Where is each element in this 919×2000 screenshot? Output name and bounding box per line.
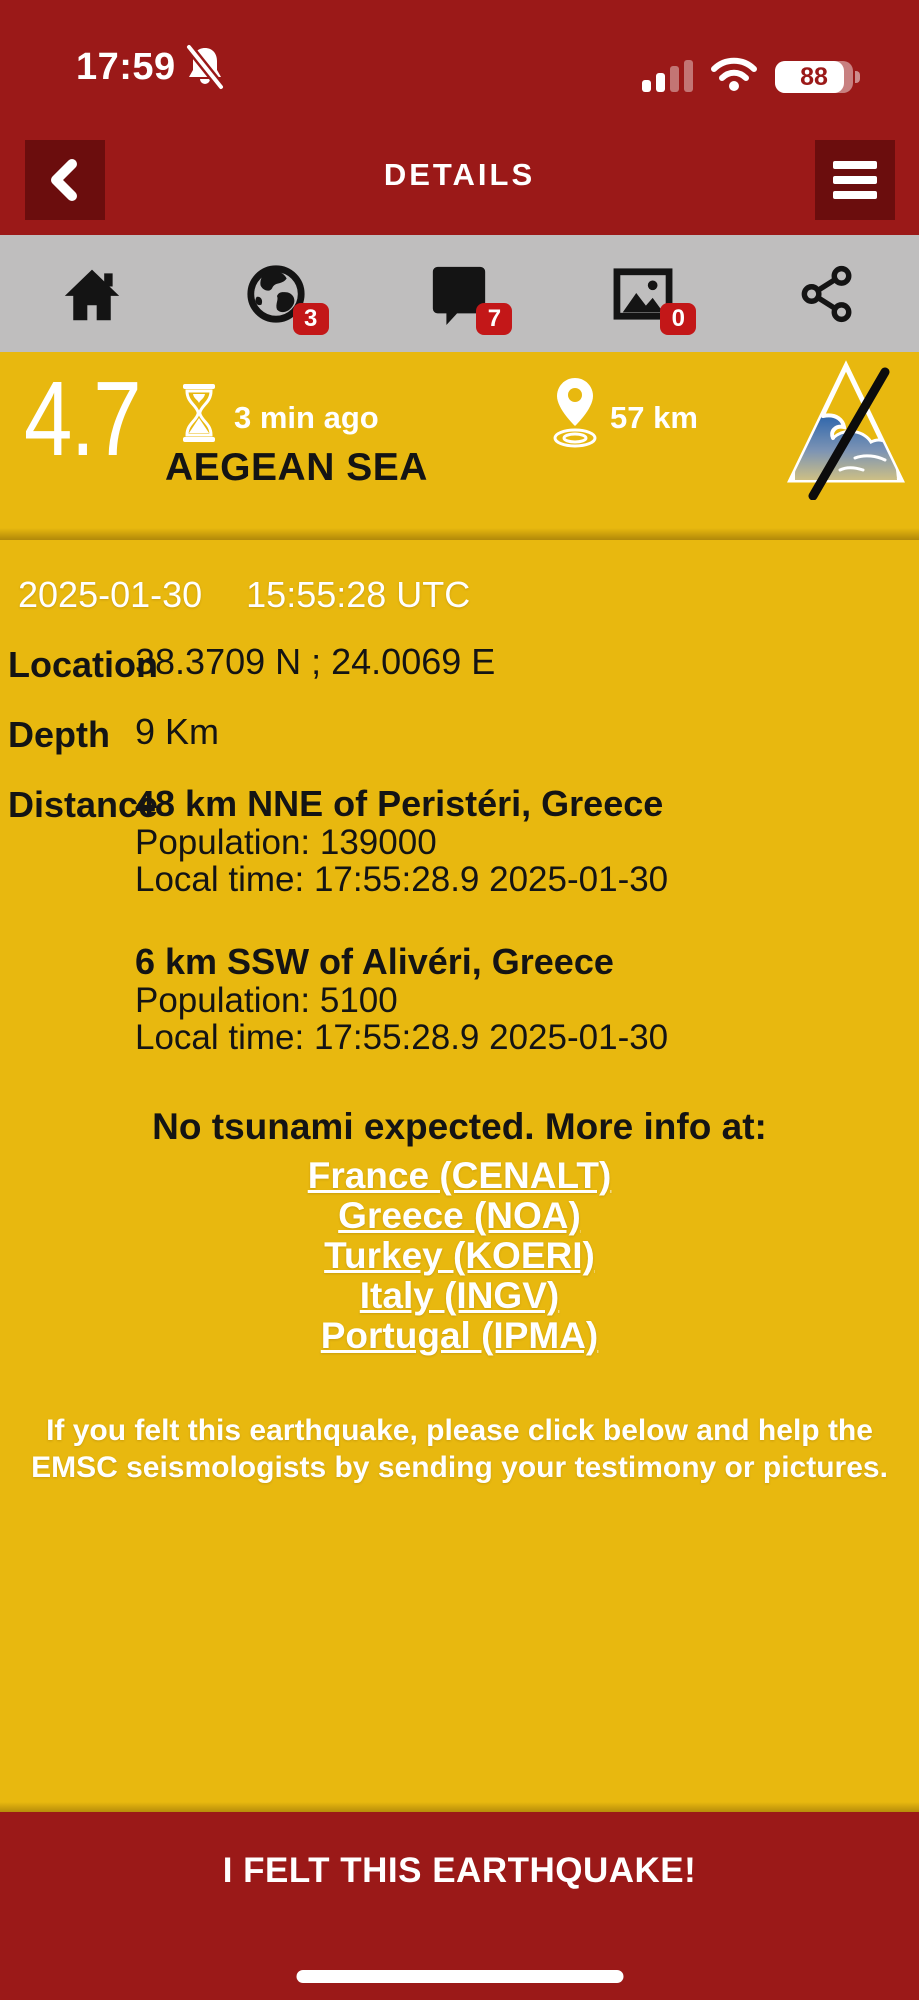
magnitude-value: 4.7 <box>24 360 140 478</box>
status-bar <box>0 0 919 95</box>
hourglass-icon <box>178 382 220 444</box>
place-local-time: Local time: 17:55:28.9 2025-01-30 <box>135 860 669 899</box>
toolbar <box>0 235 919 352</box>
felt-earthquake-button[interactable]: I FELT THIS EARTHQUAKE! <box>0 1850 919 1892</box>
tsunami-link-italy[interactable]: Italy (INGV) <box>359 1275 560 1316</box>
battery-percent: 88 <box>800 62 828 91</box>
toolbar-pictures-button[interactable] <box>551 235 735 352</box>
no-tsunami-icon <box>785 358 907 500</box>
nearest-place <box>135 942 668 1056</box>
distance-label: Distance <box>8 784 159 825</box>
clock: 17:59 <box>76 45 176 88</box>
depth-row <box>8 711 911 756</box>
place-local-time: Local time: 17:55:28.9 2025-01-30 <box>135 1018 669 1057</box>
testimony-prompt: If you felt this earthquake, please click below and help the EMSC seismologists by sending your testimony or pictures. <box>31 1414 888 1484</box>
depth-label: Depth <box>8 714 110 755</box>
time-ago: 3 min ago <box>234 400 379 435</box>
origin-date: 2025-01-30 <box>18 574 203 615</box>
toolbar-home-button[interactable] <box>0 235 184 352</box>
battery-icon <box>775 61 853 93</box>
bell-muted-icon <box>184 44 226 90</box>
distance-row <box>8 784 911 1056</box>
hamburger-icon <box>833 161 877 199</box>
share-icon <box>798 263 856 325</box>
place-population: Population: 139000 <box>135 823 437 862</box>
depth-value: 9 Km <box>135 711 220 752</box>
toolbar-quakes-button[interactable] <box>184 235 368 352</box>
pictures-badge: 0 <box>660 303 696 335</box>
menu-button[interactable] <box>815 140 895 220</box>
toolbar-share-button[interactable] <box>735 235 919 352</box>
footer-bar <box>0 1812 919 2000</box>
status-right <box>642 56 853 92</box>
tsunami-heading: No tsunami expected. More info at: <box>152 1106 767 1147</box>
region-name: AEGEAN SEA <box>165 446 428 489</box>
quake-hero <box>0 352 919 540</box>
tsunami-link-portugal[interactable]: Portugal (IPMA) <box>320 1315 599 1356</box>
header <box>0 95 919 235</box>
place-title: 48 km NNE of Peristéri, Greece <box>135 783 664 824</box>
tsunami-link-greece[interactable]: Greece (NOA) <box>338 1195 581 1236</box>
tsunami-info <box>8 1106 911 1356</box>
quakes-badge: 3 <box>293 303 329 335</box>
home-icon <box>62 265 122 323</box>
comments-badge: 7 <box>476 303 512 335</box>
origin-time: 15:55:28 UTC <box>246 574 471 615</box>
page-title: DETAILS <box>383 157 536 192</box>
distance-to-user: 57 km <box>610 400 698 435</box>
home-indicator[interactable] <box>296 1970 623 1983</box>
toolbar-comments-button[interactable] <box>368 235 552 352</box>
location-label: Location <box>8 644 158 685</box>
place-title: 6 km SSW of Alivéri, Greece <box>135 941 614 982</box>
quake-details <box>0 540 919 1812</box>
nearest-place <box>135 784 668 898</box>
tsunami-link-turkey[interactable]: Turkey (KOERI) <box>324 1235 595 1276</box>
wifi-icon <box>710 56 758 92</box>
location-value: 38.3709 N ; 24.0069 E <box>135 641 496 682</box>
cellular-signal-icon <box>642 60 693 92</box>
status-left <box>76 44 226 90</box>
tsunami-link-france[interactable]: France (CENALT) <box>307 1155 612 1196</box>
location-row <box>8 641 911 686</box>
location-pin-icon <box>550 376 600 450</box>
origin-datetime <box>18 574 911 616</box>
place-population: Population: 5100 <box>135 981 398 1020</box>
